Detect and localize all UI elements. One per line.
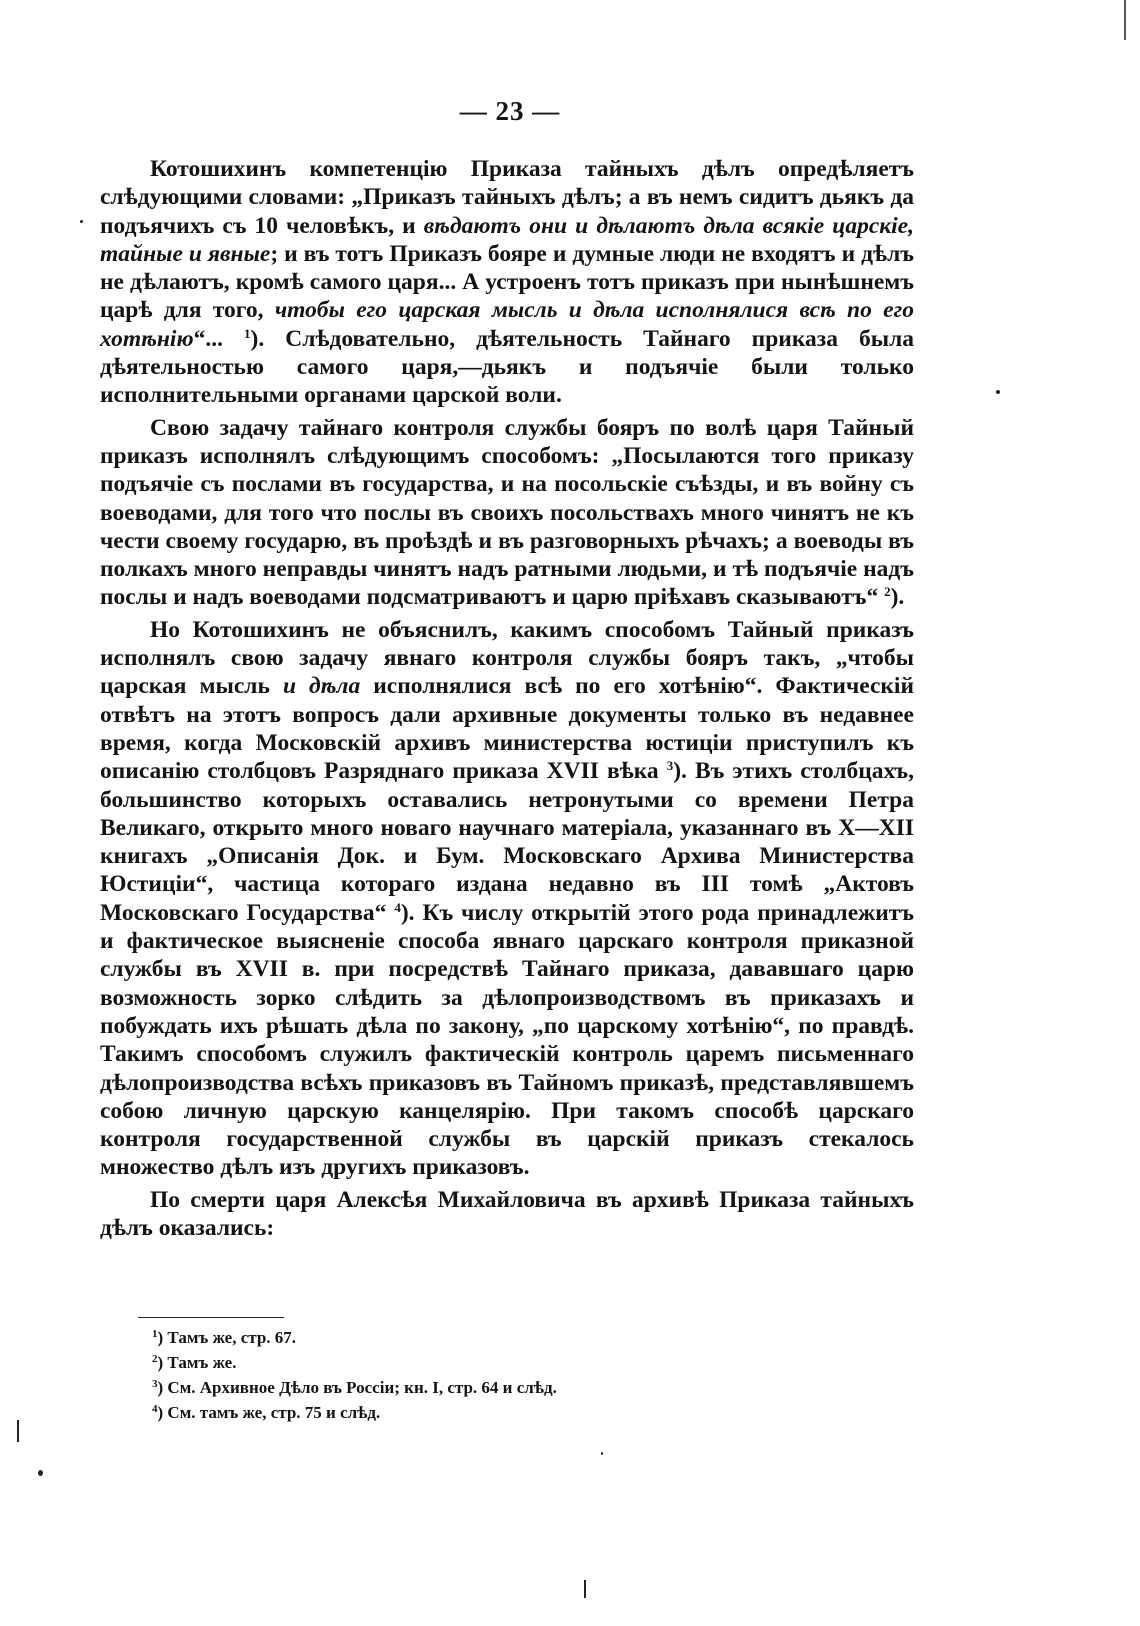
text-run: ). Въ этихъ столбцахъ, большинство которыхъ оставались нетронутыми со времени Петра Великаго, открыто много новаго научнаго матеріала, указаннаго въ X—XII книгахъ „Описанія Док. и Бум. Московскаго Архива Министерства Юстиціи“, частица котораго издана недавно въ III томѣ „Актовъ Московскаго Государства“ — [100, 758, 914, 926]
text-run: ). — [890, 584, 905, 611]
paragraph-2 — [100, 414, 914, 612]
footnote-ref: 1 — [244, 325, 251, 341]
italic-quote: чтобы его царская мысль и дѣла исполнялися всѣ по его хотѣнію — [100, 297, 914, 352]
footnote-ref: 3 — [666, 758, 674, 774]
footnotes — [152, 1325, 852, 1425]
text-run: Но Котошихинъ не объяснилъ, какимъ способомъ Тайный приказъ исполнялъ свою задачу явнаго контроля службы бояръ такъ, „чтобы царская мысль — [100, 616, 914, 700]
footnote-text: ) См. тамъ же, стр. 75 и слѣд. — [157, 1403, 381, 1422]
footnote-divider — [138, 1317, 284, 1318]
italic-quote: вѣдаютъ они и дѣлаютъ дѣла всякіе царскіе, тайные и явные — [100, 212, 914, 267]
footnote-3 — [152, 1375, 852, 1400]
footnote-ref: 2 — [884, 584, 891, 600]
scan-speck — [80, 220, 83, 223]
footnote-number: 4 — [152, 1403, 158, 1415]
scan-speck — [601, 1452, 603, 1455]
scan-edge-mark — [584, 1580, 586, 1598]
footnote-1 — [152, 1325, 852, 1350]
footnote-number: 2 — [152, 1353, 158, 1365]
italic-quote: и дѣла — [282, 673, 361, 700]
page-number: — 23 — — [459, 96, 561, 126]
main-text — [100, 155, 914, 1242]
footnote-ref: 4 — [394, 899, 401, 915]
text-run: исполнялися всѣ по его хотѣнію“. Фактическій отвѣтъ на этотъ вопросъ дали архивные документы только въ недавнее время, когда Московскій архивъ министерства юстиціи приступилъ къ описанію столбцовъ Разряднаго приказа XVII вѣка — [100, 673, 914, 785]
scan-edge-mark — [17, 1420, 19, 1442]
footnote-4 — [152, 1400, 852, 1425]
footnote-text: ) См. Архивное Дѣло въ Россіи; кн. I, стр. 64 и слѣд. — [157, 1378, 557, 1397]
footnote-text: ) Тамъ же. — [157, 1353, 237, 1372]
text-run: ). Слѣдовательно, дѣятельность Тайнаго приказа была дѣятельностью самого царя,—дьякъ и подъячіе были только исполнительными органами царской воли. — [100, 325, 915, 409]
scan-speck — [996, 390, 1000, 394]
text-run: ; и въ тотъ Приказъ бояре и думные люди не входятъ и дѣлъ не дѣлаютъ, кромѣ самого царя... А устроенъ тотъ приказъ при нынѣшнемъ царѣ для того, — [100, 240, 914, 324]
scan-edge-line — [1124, 0, 1126, 40]
paragraph-1 — [100, 155, 914, 410]
footnote-2 — [152, 1350, 852, 1375]
text-run: ). Къ числу открытій этого рода принадлежитъ и фактическое выясненіе способа явнаго царскаго контроля приказной службы въ XVII в. при посредствѣ Тайнаго приказа, дававшаго царю возможность зорко слѣдить за дѣлопроизводствомъ въ приказахъ и побуждать ихъ рѣшать дѣла по закону, „по царскому хотѣнію“, по правдѣ. Такимъ способомъ служилъ фактическій контроль царемъ письменнаго дѣлопроизводства всѣхъ приказовъ въ Тайномъ приказѣ, представлявшемъ собою личную царскую канцелярію. При такомъ способѣ царскаго контроля государственной службы въ царскій приказъ стекалось множество дѣлъ изъ другихъ приказовъ. — [100, 899, 914, 1181]
paragraph-4 — [100, 1186, 914, 1243]
footnote-number: 3 — [152, 1378, 158, 1390]
footnote-text: ) Тамъ же, стр. 67. — [157, 1328, 297, 1347]
text-run: Свою задачу тайнаго контроля службы бояръ по волѣ царя Тайный приказъ исполнялъ слѣдующимъ способомъ: „Посылаются того приказу подъячіе съ послами въ государства, и на посольскіе съѣзды, и въ войну съ воеводами, для того что послы въ своихъ посольствахъ много чинятъ не къ чести своему государю, въ проѣздѣ и въ разговорныхъ рѣчахъ; а воеводы въ полкахъ много неправды чинятъ надъ ратными людьми, и тѣ подъячіе надъ послы и надъ воеводами подсматриваютъ и царю пріѣхавъ сказываютъ“ — [100, 414, 914, 611]
footnote-number: 1 — [152, 1328, 158, 1340]
scan-speck — [38, 1470, 43, 1476]
paragraph-3 — [100, 616, 914, 1182]
text-run: Котошихинъ компетенцію Приказа тайныхъ дѣлъ опредѣляетъ слѣдующими словами: „Приказъ тайныхъ дѣлъ; а въ немъ сидитъ дьякъ да подъячихъ съ 10 человѣкъ, и — [100, 156, 914, 239]
text-run: По смерти царя Алексѣя Михайловича въ архивѣ Приказа тайныхъ дѣлъ оказались: — [100, 1186, 914, 1241]
text-run: “... — [193, 325, 245, 352]
